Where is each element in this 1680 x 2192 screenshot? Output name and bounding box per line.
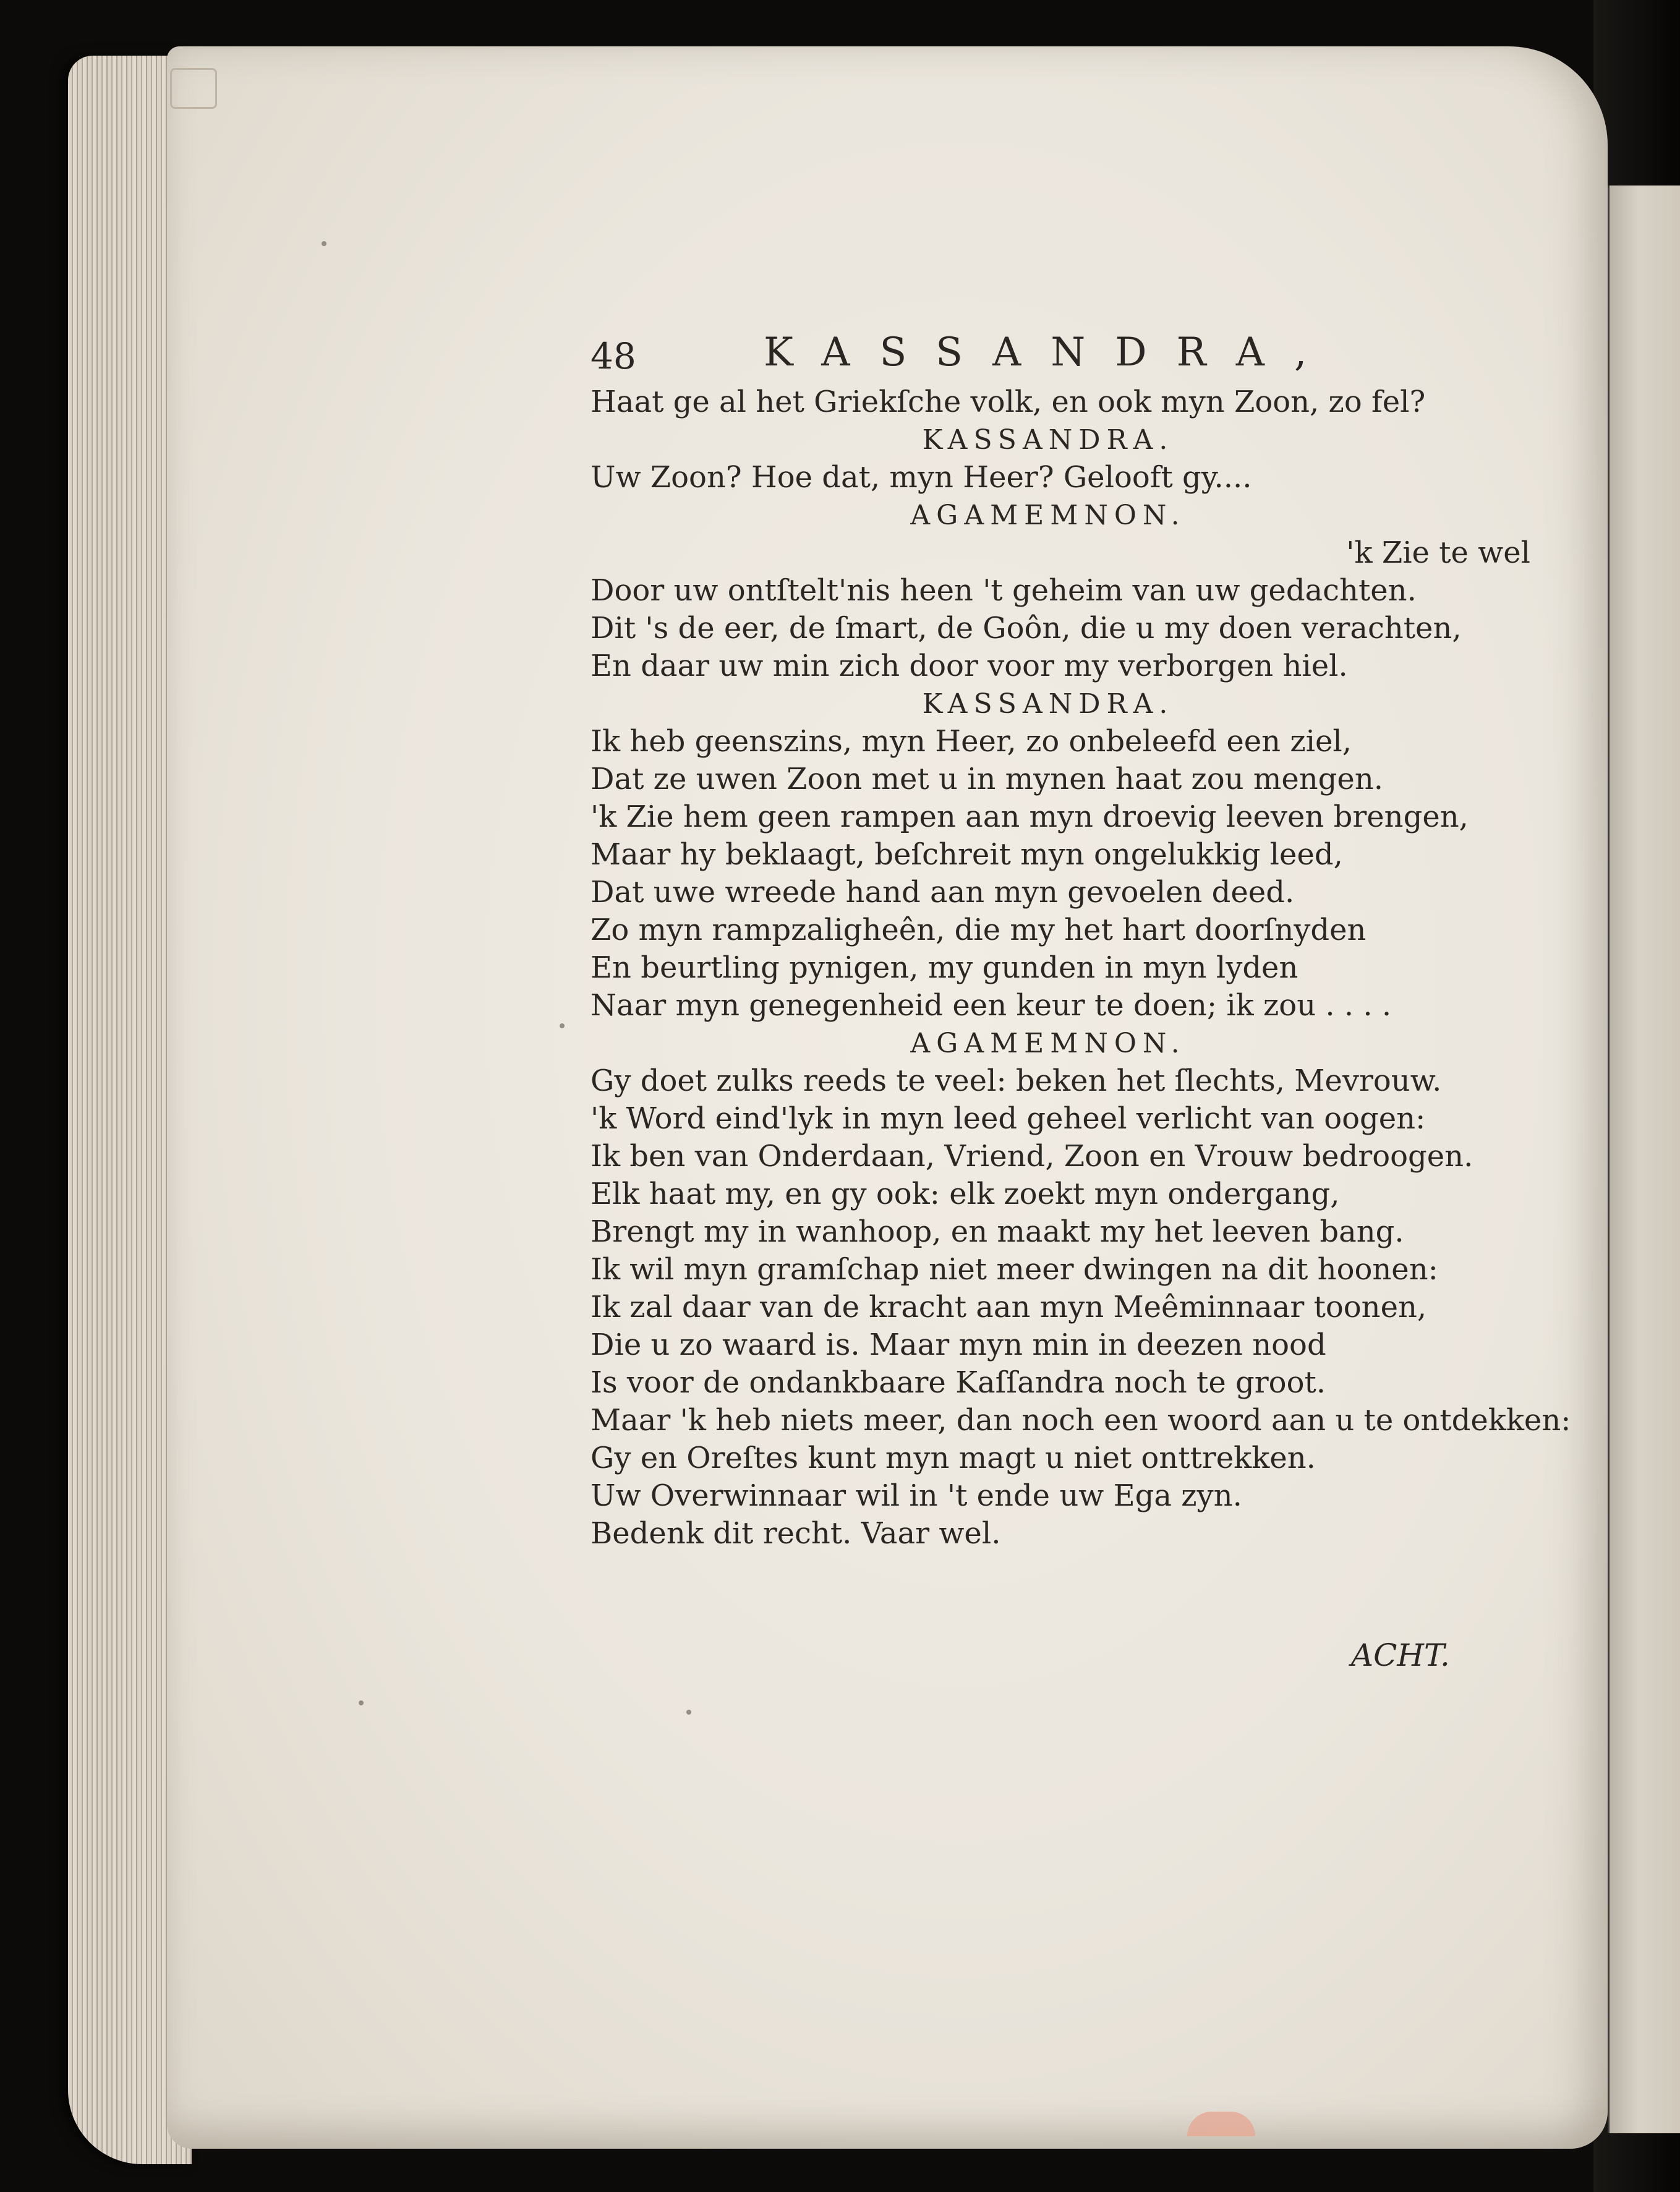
verse-line: Uw Zoon? Hoe dat, myn Heer? Gelooft gy.... <box>591 460 1252 495</box>
verse-line: Uw Overwinnaar wil in 't ende uw Ega zyn. <box>591 1478 1242 1513</box>
verse-line: Dat uwe wreede hand aan myn gevoelen deed. <box>591 875 1295 910</box>
verse-line: En daar uw min zich door voor my verborgen hiel. <box>591 649 1348 683</box>
verse-line: Dit 's de eer, de ſmart, de Goôn, die u my doen verachten, <box>591 611 1462 646</box>
verse-line: Ik wil myn gramſchap niet meer dwingen na dit hoonen: <box>591 1252 1438 1287</box>
verse-line: Ik zal daar van de kracht aan myn Meêminnaar toonen, <box>591 1290 1427 1324</box>
verse-line: Gy en Oreſtes kunt myn magt u niet onttrekken. <box>591 1441 1316 1475</box>
verse-line: Bedenk dit recht. Vaar wel. <box>591 1516 1001 1551</box>
verse-line: 'k Zie te wel <box>1346 535 1530 570</box>
verse-line: Ik heb geenszins, myn Heer, zo onbeleefd een ziel, <box>591 724 1352 759</box>
verse-lines <box>591 383 1571 1553</box>
verse-line: Zo myn rampzaligheên, die my het hart doorſnyden <box>591 913 1367 947</box>
running-head <box>591 330 1555 383</box>
verse-line: Elk haat my, en gy ook: elk zoekt myn ondergang, <box>591 1177 1340 1211</box>
paper-speck <box>560 1023 565 1028</box>
page-number: 48 <box>591 335 636 377</box>
verse-line: Ik ben van Onderdaan, Vriend, Zoon en Vrouw bedroogen. <box>591 1139 1473 1174</box>
speaker-name: KASSANDRA. <box>922 688 1174 720</box>
verse-line: Naar myn genegenheid een keur te doen; ik zou . . . . <box>591 988 1392 1023</box>
verse-line: Dat ze uwen Zoon met u in mynen haat zou mengen. <box>591 762 1383 796</box>
paper-speck <box>322 241 326 246</box>
speaker-name: AGAMEMNON. <box>910 1028 1186 1059</box>
catchword: ACHT. <box>1351 1637 1450 1673</box>
verse-line: Brengt my in wanhoop, en maakt my het leeven bang. <box>591 1214 1404 1249</box>
paper-speck <box>359 1700 364 1705</box>
verse-line: Is voor de ondankbaare Kaſſandra noch te groot. <box>591 1365 1326 1400</box>
verse-line: 'k Zie hem geen rampen aan myn droevig leeven brengen, <box>591 800 1469 834</box>
page-text <box>591 330 1571 1553</box>
verse-line: Door uw ontſtelt'nis heen 't geheim van uw gedachten. <box>591 573 1417 608</box>
page-corner-mark <box>170 68 217 109</box>
verse-line: Die u zo waard is. Maar myn min in deezen nood <box>591 1328 1326 1362</box>
verse-line: En beurtling pynigen, my gunden in myn lyden <box>591 950 1298 985</box>
running-title: KASSANDRA, <box>764 330 1337 375</box>
paper-speck <box>686 1710 691 1715</box>
speaker-name: KASSANDRA. <box>922 424 1174 456</box>
speaker-name: AGAMEMNON. <box>910 500 1186 531</box>
verse-line: Gy doet zulks reeds te veel: beken het ſlechts, Mevrouw. <box>591 1064 1442 1098</box>
facing-page-edge <box>1608 186 1680 2133</box>
verse-line: Maar 'k heb niets meer, dan noch een woord aan u te ontdekken: <box>591 1403 1571 1438</box>
verse-line: Haat ge al het Griekſche volk, en ook myn Zoon, zo fel? <box>591 385 1426 419</box>
verse-line: Maar hy beklaagt, beſchreit myn ongelukkig leed, <box>591 837 1343 872</box>
verse-line: 'k Word eind'lyk in myn leed geheel verlicht van oogen: <box>591 1101 1426 1136</box>
